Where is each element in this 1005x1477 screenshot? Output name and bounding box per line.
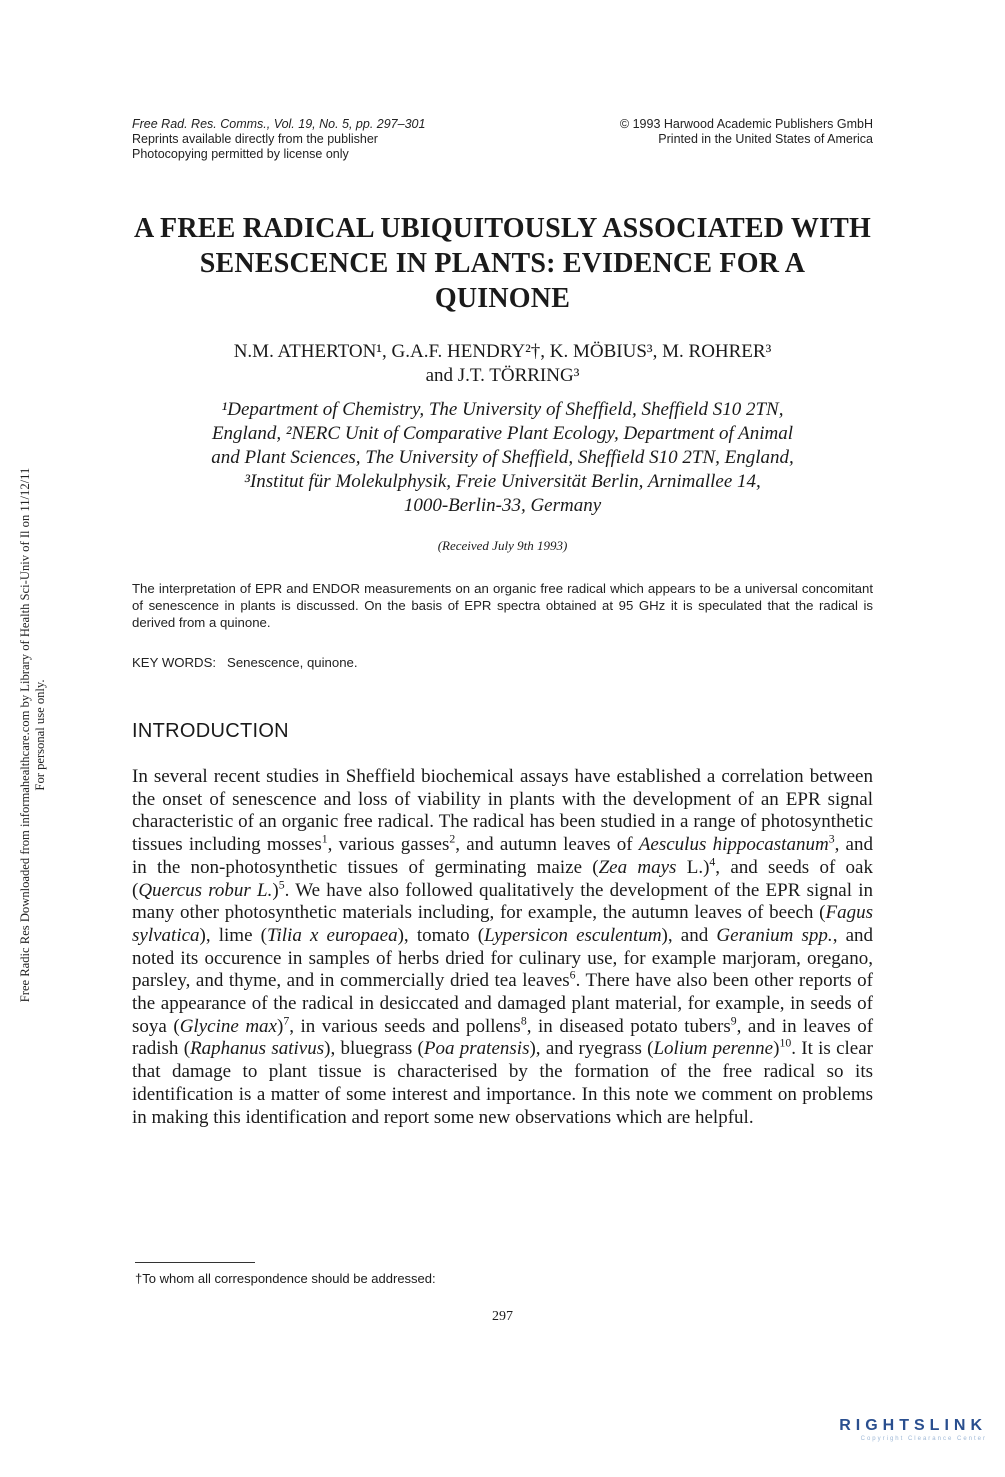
received-date: (Received July 9th 1993) [437, 538, 568, 553]
page-number: 297 [492, 1309, 513, 1324]
keywords-value: Senescence, quinone. [227, 655, 358, 670]
body-text: . It is clear that damage to plant tissue is characterised by the formation of the free radical so its identification is a matter of some interest and importance. In this note we comment on problems in making this identification and report some new observations which are helpful. [132, 1038, 874, 1128]
rightslink-wordmark: RIGHTSLINK [839, 1417, 987, 1434]
affiliations [132, 398, 873, 518]
species-name: Lypersicon esculentum [484, 924, 662, 946]
footnote: †To whom all correspondence should be addressed: [135, 1271, 436, 1286]
article-title: A FREE RADICAL UBIQUITOUSLY ASSOCIATED WITH SENESCENCE IN PLANTS: EVIDENCE FOR A QUINONE [133, 213, 872, 314]
reference-number: 6 [569, 969, 576, 982]
copyright-line: © 1993 Harwood Academic Publishers GmbH [619, 117, 873, 131]
download-watermark [18, 355, 58, 1115]
species-name: Quercus robur L. [138, 879, 273, 901]
body-text: ), and ryegrass ( [529, 1038, 654, 1060]
species-name: Poa pratensis [423, 1038, 530, 1060]
body-text: ), tomato ( [397, 924, 485, 946]
author-list [132, 340, 873, 388]
rightslink-logo[interactable] [839, 1417, 987, 1442]
body-text: ) [773, 1038, 780, 1060]
body-text: L.) [676, 856, 710, 878]
species-name: Tilia x europaea [266, 924, 398, 946]
body-text: , and in leaves of radish ( [132, 1015, 874, 1060]
publisher-info [520, 117, 873, 147]
affiliation-line: ³Institut für Molekulphysik, Freie Universität Berlin, Arnimallee 14, [244, 471, 761, 492]
body-text: , and noted its occurence in samples of herbs dried for culinary use, for example marjoram, oregano, parsley, and thyme, and in commercially dried tea leaves [132, 924, 874, 992]
species-name: Lolium perenne [653, 1038, 774, 1060]
watermark-line-1: Free Radic Res Downloaded from informahealthcare.com by Library of Health Sci-Univ of Il on 11/12/11 [18, 467, 32, 1003]
species-name: Geranium spp. [716, 924, 833, 946]
reference-number: 4 [709, 855, 716, 869]
printed-line: Printed in the United States of America [658, 132, 873, 146]
reference-number: 8 [520, 1014, 527, 1028]
species-name: Zea mays [598, 856, 677, 878]
journal-citation [132, 117, 492, 162]
body-text: ) [272, 879, 279, 901]
reference-number: 10 [779, 1037, 792, 1051]
body-text: ), lime ( [199, 924, 267, 946]
reference-number: 1 [321, 832, 328, 846]
watermark-line-2: For personal use only. [33, 679, 47, 791]
keywords-label: KEY WORDS: [132, 655, 217, 670]
abstract: The interpretation of EPR and ENDOR measurements on an organic free radical which appears to be a universal concomitant of senescence in plants is discussed. On the basis of EPR spectra obtained at 95 GHz it is speculated that the radical is derived from a quinone. [132, 581, 873, 630]
citation-line-1: Free Rad. Res. Comms., Vol. 19, No. 5, pp. 297–301 [132, 117, 426, 131]
keywords [132, 655, 873, 670]
body-text: , in various seeds and pollens [289, 1015, 521, 1037]
body-text: , and in the non-photosynthetic tissues of germinating maize ( [132, 834, 873, 878]
body-text: In several recent studies in Sheffield biochemical assays have established a correlation between the onset of senescence and loss of viability in plants with the development of an EPR signal characteristic of an organic free radical. The radical has been studied in a range of photosynthetic tissues including mosses [132, 766, 873, 856]
body-text: , and seeds of oak ( [132, 856, 873, 901]
body-text: ), and [661, 924, 717, 946]
body-text: , various gasses [327, 834, 450, 856]
introduction-paragraph [132, 766, 873, 1129]
body-text: ), bluegrass ( [324, 1038, 424, 1060]
affiliation-line: and Plant Sciences, The University of Sheffield, Sheffield S10 2TN, England, [211, 447, 794, 468]
reference-number: 2 [449, 832, 456, 846]
author-line-2: and J.T. TÖRRING³ [425, 365, 580, 386]
author-line-1: N.M. ATHERTON¹, G.A.F. HENDRY²†, K. MÖBIUS³, M. ROHRER³ [233, 341, 772, 362]
reference-number: 5 [278, 878, 285, 892]
reference-number: 9 [730, 1014, 737, 1028]
affiliation-line: ¹Department of Chemistry, The University of Sheffield, Sheffield S10 2TN, [221, 399, 784, 420]
species-name: Raphanus sativus [190, 1038, 325, 1060]
reference-number: 7 [283, 1014, 290, 1028]
reference-number: 3 [828, 832, 835, 846]
rightslink-tagline: Copyright Clearance Center [860, 1436, 987, 1442]
section-heading: INTRODUCTION [132, 720, 289, 742]
citation-line-3: Photocopying permitted by license only [132, 147, 349, 161]
citation-line-2: Reprints available directly from the publisher [132, 132, 378, 146]
body-text: ) [276, 1015, 284, 1037]
body-text: , in diseased potato tubers [526, 1015, 731, 1037]
affiliation-line: England, ²NERC Unit of Comparative Plant Ecology, Department of Animal [211, 423, 794, 444]
body-text: , and autumn leaves of [455, 834, 639, 856]
affiliation-line: 1000-Berlin-33, Germany [403, 495, 602, 516]
body-text: . We have also followed qualitatively the development of the EPR signal in many other photosynthetic materials including, for example, the autumn leaves of beech ( [132, 879, 873, 924]
species-name: Aesculus hippocastanum [638, 834, 829, 856]
body-text: . There have also been other reports of the appearance of the radical in desiccated and damaged plant material, for example, in seeds of soya ( [132, 970, 873, 1037]
species-name: Glycine max [179, 1015, 277, 1037]
footnote-divider [135, 1262, 255, 1263]
species-name: Fagus sylvatica [132, 902, 873, 946]
